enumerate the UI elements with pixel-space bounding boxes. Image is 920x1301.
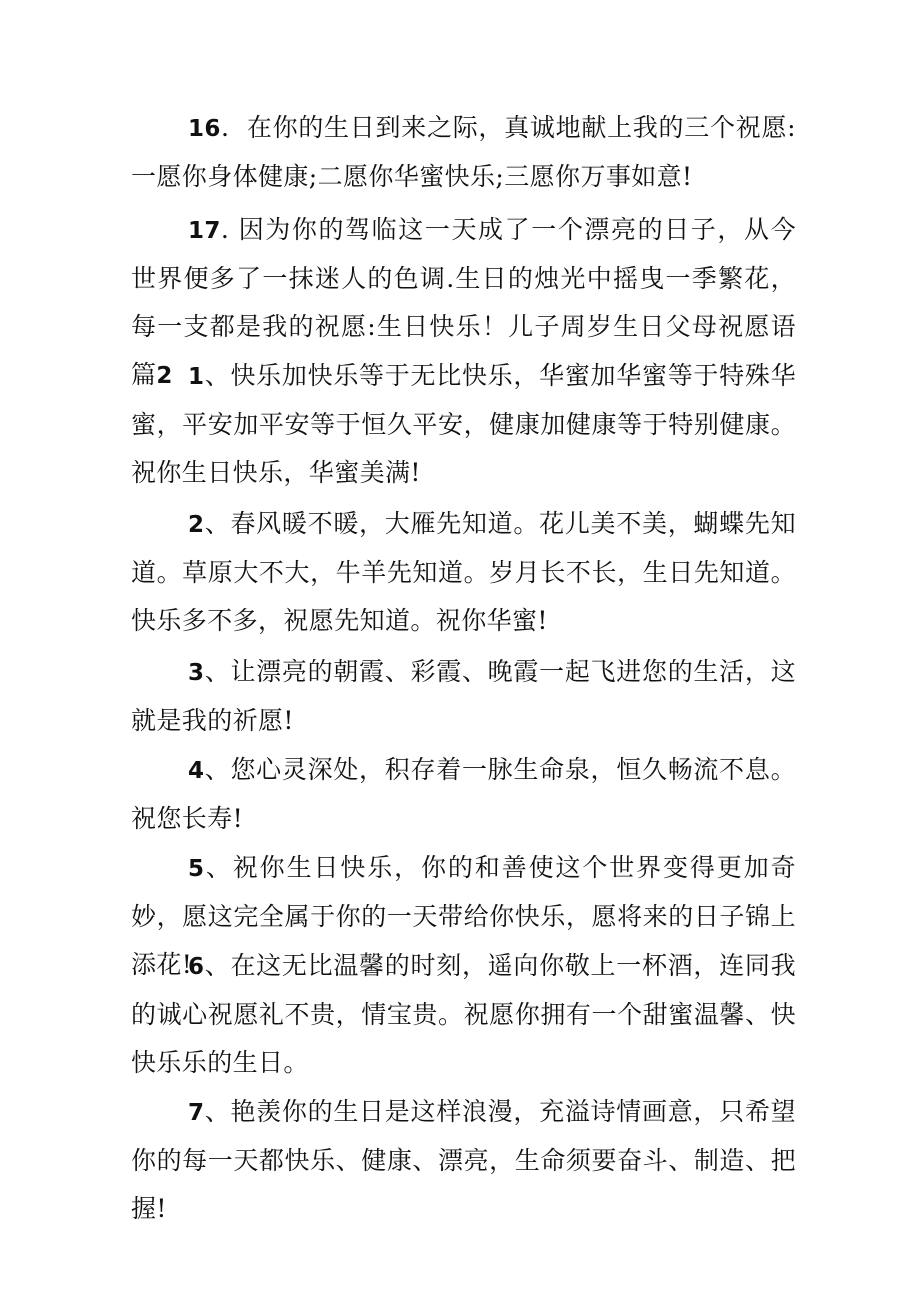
item-number: 17 <box>188 218 221 244</box>
wish-2 <box>131 500 796 645</box>
item-number: 6 <box>188 954 205 980</box>
paragraph-text: ．在你的生日到来之际，真诚地献上我的三个祝愿:一愿你身体健康;二愿你华蜜快乐;三愿你万事如意! <box>131 113 796 191</box>
section-number: 2 <box>156 363 173 389</box>
item-number: 7 <box>188 1100 205 1126</box>
item-number: 1 <box>188 364 205 390</box>
wish-4 <box>131 746 796 843</box>
wish-7 <box>131 1088 796 1233</box>
paragraph-text: 、让漂亮的朝霞、彩霞、晚霞一起飞进您的生活，这就是我的祈愿! <box>131 657 796 735</box>
paragraph-16 <box>131 104 796 201</box>
paragraph-text: 、在这无比温馨的时刻，遥向你敬上一杯酒，连同我的诚心祝愿礼不贵，情宝贵。祝愿你拥有一个甜蜜温馨、快快乐乐的生日。 <box>131 951 796 1077</box>
item-number: 5 <box>188 856 205 882</box>
wish-1 <box>131 352 796 497</box>
wish-6 <box>131 942 796 1087</box>
item-number: 4 <box>188 758 205 784</box>
item-number: 3 <box>188 660 205 686</box>
paragraph-text: 、祝你生日快乐，你的和善使这个世界变得更加奇妙，愿这完全属于你的一天带给你快乐，愿将来的日子锦上添花! <box>131 853 796 979</box>
paragraph-text: 、您心灵深处，积存着一脉生命泉，恒久畅流不息。祝您长寿! <box>131 755 796 833</box>
item-number: 2 <box>188 512 205 538</box>
item-number: 16 <box>188 116 221 142</box>
paragraph-text: . 因为你的驾临这一天成了一个漂亮的日子，从今世界便多了一抹迷人的色调.生日的烛光中摇曳一季繁花，每一支都是我的祝愿:生日快乐！儿子周岁生日父母祝愿语篇 <box>131 215 796 389</box>
wish-3 <box>131 648 796 745</box>
paragraph-text: 、春风暖不暖，大雁先知道。花儿美不美，蝴蝶先知道。草原大不大，牛羊先知道。岁月长不长，生日先知道。快乐多不多，祝愿先知道。祝你华蜜! <box>131 509 796 635</box>
paragraph-text: 、快乐加快乐等于无比快乐，华蜜加华蜜等于特殊华蜜，平安加平安等于恒久平安，健康加健康等于特别健康。祝你生日快乐，华蜜美满! <box>131 361 796 487</box>
paragraph-text: 、艳羡你的生日是这样浪漫，充溢诗情画意，只希望你的每一天都快乐、健康、漂亮，生命须要奋斗、制造、把握! <box>131 1097 796 1223</box>
